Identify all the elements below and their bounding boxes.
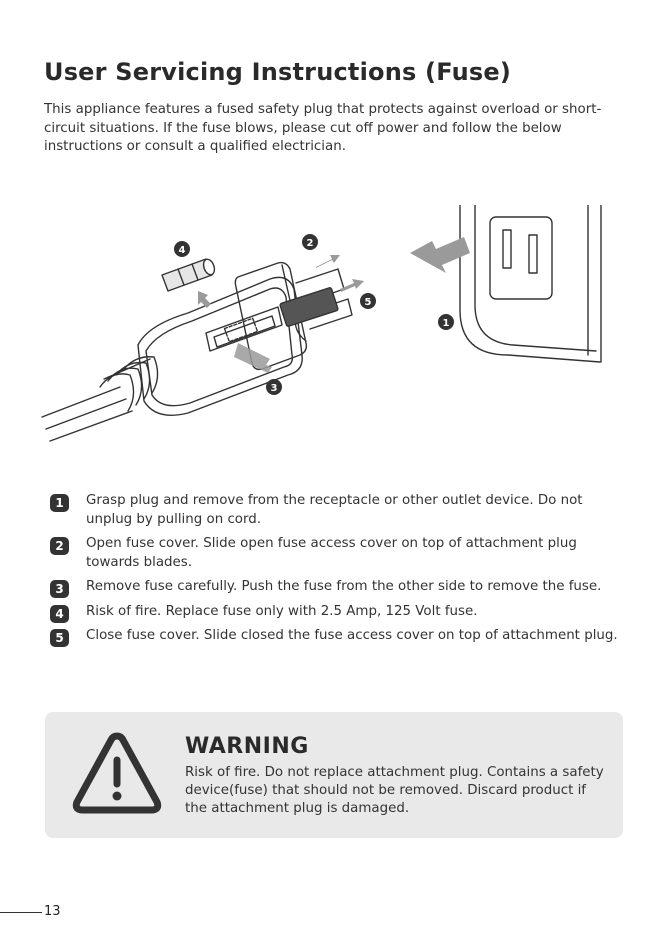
warning-triangle-icon xyxy=(69,728,165,820)
plug-prongs xyxy=(280,269,352,329)
step-number-badge: 2 xyxy=(50,537,69,555)
plug-body xyxy=(138,263,306,416)
page-number: 13 xyxy=(44,904,61,919)
warning-text: Risk of fire. Do not replace attachment plug. Contains a safety device(fuse) that should not be removed. Discard product if the attachment plug is damaged. xyxy=(185,765,604,816)
callout-5 xyxy=(360,293,376,309)
step-3 xyxy=(50,578,620,597)
callout-3 xyxy=(266,379,282,395)
svg-text:2: 2 xyxy=(306,238,314,249)
step-1 xyxy=(50,492,620,529)
step-text: Risk of fire. Replace fuse only with 2.5 Amp, 125 Volt fuse. xyxy=(86,603,478,619)
callout-2 xyxy=(302,234,318,250)
svg-text:5: 5 xyxy=(364,297,372,308)
fuse-cartridge xyxy=(162,258,216,291)
callout-4 xyxy=(174,241,190,257)
step-number-badge: 4 xyxy=(50,605,69,623)
step-text: Remove fuse carefully. Push the fuse from the other side to remove the fuse. xyxy=(86,579,602,594)
power-cord xyxy=(42,359,150,441)
step-text: Grasp plug and remove from the receptacle or other outlet device. Do not unplug by pulling on cord. xyxy=(86,493,583,527)
footer-rule xyxy=(0,912,42,913)
callout-1 xyxy=(438,314,454,330)
warning-title: WARNING xyxy=(185,734,309,759)
step-2 xyxy=(50,535,620,572)
step-number-badge: 3 xyxy=(50,580,69,598)
intro-paragraph: This appliance features a fused safety plug that protects against overload or short-circuit situations. If the fuse blows, please cut off power and follow the below instructions or consult a qualified electrician. xyxy=(44,102,602,154)
svg-text:3: 3 xyxy=(270,383,278,394)
step-number-badge: 1 xyxy=(50,494,69,512)
step-text: Open fuse cover. Slide open fuse access cover on top of attachment plug towards blades. xyxy=(86,536,577,570)
page-title: User Servicing Instructions (Fuse) xyxy=(44,58,512,86)
svg-text:1: 1 xyxy=(442,318,450,329)
svg-text:4: 4 xyxy=(178,245,186,256)
warning-box xyxy=(45,712,623,838)
step-number-badge: 5 xyxy=(50,629,69,647)
wall-outlet xyxy=(460,205,601,362)
step-5 xyxy=(50,627,620,646)
step-text: Close fuse cover. Slide closed the fuse access cover on top of attachment plug. xyxy=(86,628,618,643)
strain-relief xyxy=(100,357,158,411)
step-4 xyxy=(50,603,620,622)
instruction-steps xyxy=(50,492,620,652)
fuse-plug-illustration xyxy=(38,205,618,455)
